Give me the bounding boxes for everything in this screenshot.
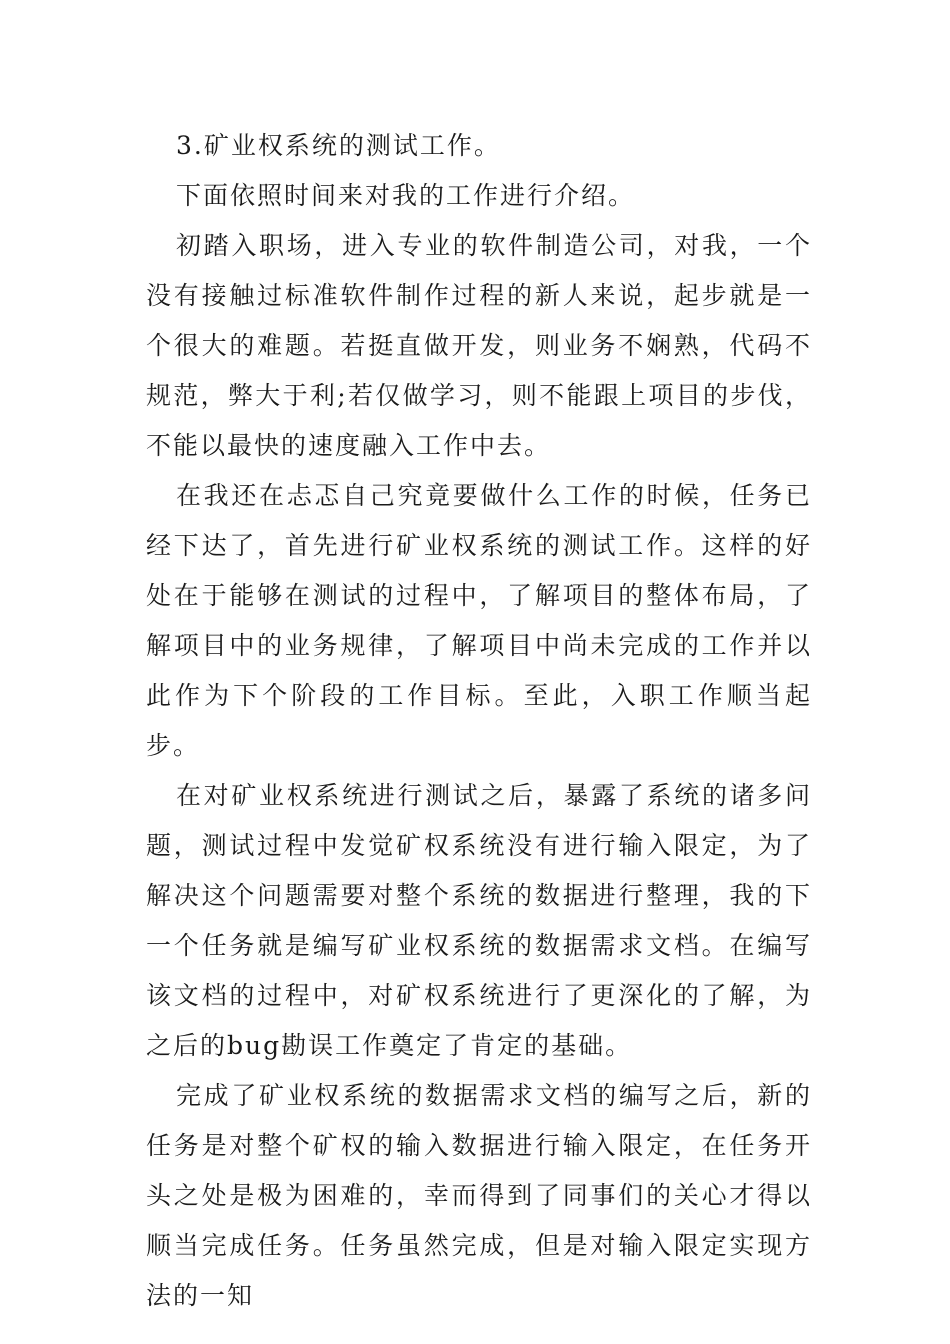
paragraph-6: 完成了矿业权系统的数据需求文档的编写之后，新的任务是对整个矿权的输入数据进行输入限定，在任务开头之处是极为困难的，幸而得到了同事们的关心才得以顺当完成任务。任务虽然完成，但是对输入限定实现方法的一知 (146, 1081, 812, 1310)
paragraph-2: 下面依照时间来对我的工作进行介绍。 (176, 181, 636, 210)
paragraph-5: 在对矿业权系统进行测试之后，暴露了系统的诸多问题，测试过程中发觉矿权系统没有进行输入限定，为了解决这个问题需要对整个系统的数据进行整理，我的下一个任务就是编写矿业权系统的数据需求文档。在编写该文档的过程中，对矿权系统进行了更深化的了解，为之后的bug勘误工作奠定了肯定的基础。 (146, 781, 812, 1060)
paragraph-4: 在我还在忐忑自己究竟要做什么工作的时候，任务已经下达了，首先进行矿业权系统的测试工作。这样的好处在于能够在测试的过程中，了解项目的整体布局，了解项目中的业务规律，了解项目中尚未完成的工作并以此作为下个阶段的工作目标。至此，入职工作顺当起步。 (146, 481, 812, 760)
paragraph-3: 初踏入职场，进入专业的软件制造公司，对我，一个没有接触过标准软件制作过程的新人来说，起步就是一个很大的难题。若挺直做开发，则业务不娴熟，代码不规范，弊大于利;若仅做学习，则不能跟上项目的步伐，不能以最快的速度融入工作中去。 (146, 231, 812, 460)
document-body (146, 121, 812, 1321)
paragraph-1: 3.矿业权系统的测试工作。 (176, 131, 501, 160)
